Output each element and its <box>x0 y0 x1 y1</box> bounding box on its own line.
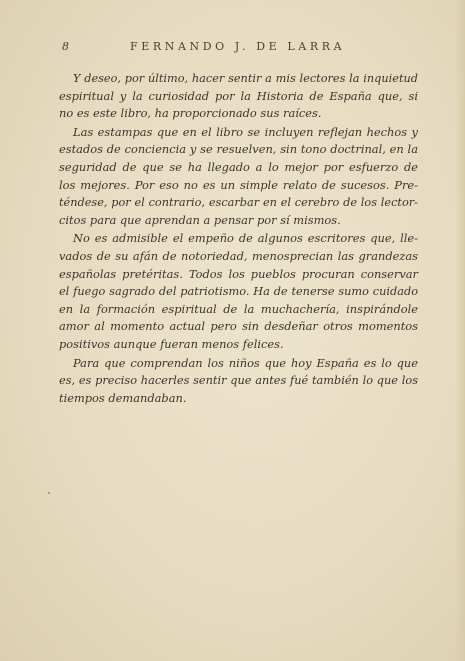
paragraph-2 <box>59 124 418 230</box>
text-line: Para que comprendan los niños que hoy España es lo que <box>73 355 418 370</box>
paragraph-1 <box>59 70 418 123</box>
page-number: 8 <box>62 40 69 53</box>
text-line: tiempos demandaban. <box>59 390 187 405</box>
text-line: estados de conciencia y se resuelven, sin tono doctrinal, en la <box>59 142 418 157</box>
page-header <box>62 40 422 56</box>
text-line: positivos aunque fueran menos felices. <box>59 336 284 351</box>
text-line: citos para que aprendan a pensar por sí mismos. <box>59 212 341 227</box>
text-line: vados de su afán de notoriedad, menosprecian las grandezas <box>59 248 418 263</box>
body-text <box>59 70 418 408</box>
text-line: no es este libro, ha proporcionado sus raíces. <box>59 106 322 121</box>
text-line: espiritual y la curiosidad por la Historia de España que, si <box>59 88 418 103</box>
paragraph-4 <box>59 355 418 408</box>
text-line: en la formación espiritual de la muchachería, inspirándole <box>59 301 418 316</box>
text-line: No es admisible el empeño de algunos escritores que, lle- <box>73 231 418 246</box>
text-line: Las estampas que en el libro se incluyen reflejan hechos y <box>73 124 418 139</box>
paper-speck <box>48 492 50 494</box>
page-edge-shadow <box>455 0 465 661</box>
text-line: los mejores. Por eso no es un simple relato de sucesos. Pre- <box>59 177 418 192</box>
text-line: el fuego sagrado del patriotismo. Ha de tenerse sumo cuidado <box>59 285 418 299</box>
text-line: es, es preciso hacerles sentir que antes fué también lo que los <box>59 373 418 388</box>
text-line: Y deseo, por último, hacer sentir a mis lectores la inquietud <box>73 72 418 85</box>
text-line: amor al momento actual pero sin desdeñar otros momentos <box>59 319 418 334</box>
paragraph-3 <box>59 230 418 353</box>
text-line: seguridad de que se ha llegado a lo mejor por esfuerzo de <box>59 159 418 174</box>
text-line: téndese, por el contrario, escarbar en el cerebro de los lector- <box>59 196 418 210</box>
running-head: FERNANDO J. DE LARRA <box>130 40 346 53</box>
text-line: españolas pretéritas. Todos los pueblos procuran conservar <box>59 266 418 281</box>
